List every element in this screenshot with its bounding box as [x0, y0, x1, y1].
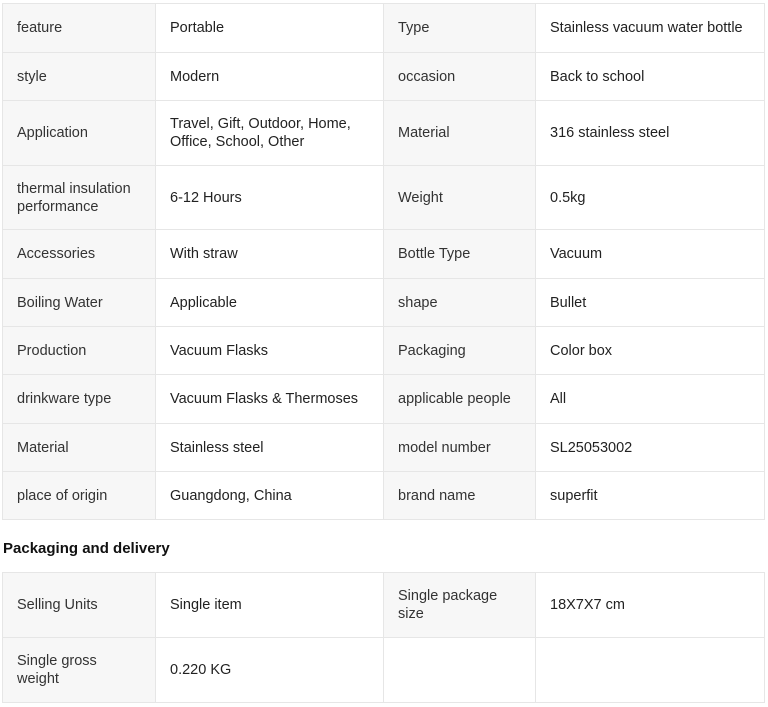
attribute-key: brand name — [384, 472, 536, 520]
packaging-section-title: Packaging and delivery — [3, 540, 170, 557]
attribute-key: Material — [3, 424, 156, 472]
packaging-key: Selling Units — [3, 573, 156, 638]
attribute-value: Applicable — [156, 279, 384, 327]
attributes-table — [2, 3, 765, 520]
attribute-value: Bullet — [536, 279, 765, 327]
packaging-key: Single gross weight — [3, 638, 156, 703]
attribute-key: Material — [384, 101, 536, 166]
packaging-key: Single package size — [384, 573, 536, 638]
attribute-key: thermal insulation performance — [3, 166, 156, 230]
attribute-key: Packaging — [384, 327, 536, 375]
attribute-value: Guangdong, China — [156, 472, 384, 520]
attribute-value: Back to school — [536, 53, 765, 101]
attribute-value: 0.5kg — [536, 166, 765, 230]
attribute-key: Accessories — [3, 230, 156, 279]
table-row — [3, 573, 765, 638]
attribute-key: feature — [3, 4, 156, 53]
attribute-key: Production — [3, 327, 156, 375]
table-row — [3, 53, 765, 101]
attribute-value: Stainless steel — [156, 424, 384, 472]
table-row — [3, 327, 765, 375]
attribute-key: occasion — [384, 53, 536, 101]
attribute-value: With straw — [156, 230, 384, 279]
table-row — [3, 230, 765, 279]
attribute-value: 316 stainless steel — [536, 101, 765, 166]
attribute-value: Color box — [536, 327, 765, 375]
attribute-key: drinkware type — [3, 375, 156, 424]
attribute-key: applicable people — [384, 375, 536, 424]
table-row — [3, 375, 765, 424]
attribute-value: SL25053002 — [536, 424, 765, 472]
table-row — [3, 472, 765, 520]
attribute-key: style — [3, 53, 156, 101]
table-row — [3, 424, 765, 472]
attribute-key: Type — [384, 4, 536, 53]
attribute-value: Portable — [156, 4, 384, 53]
packaging-value: 0.220 KG — [156, 638, 384, 703]
table-row — [3, 166, 765, 230]
attribute-value: Vacuum Flasks — [156, 327, 384, 375]
attribute-value: Vacuum — [536, 230, 765, 279]
attribute-key: place of origin — [3, 472, 156, 520]
table-row — [3, 4, 765, 53]
empty-cell — [384, 638, 536, 703]
attribute-value: Vacuum Flasks & Thermoses — [156, 375, 384, 424]
packaging-value: Single item — [156, 573, 384, 638]
attribute-value: Modern — [156, 53, 384, 101]
packaging-table — [2, 572, 765, 703]
attribute-key: Application — [3, 101, 156, 166]
attribute-value: superfit — [536, 472, 765, 520]
attribute-key: Boiling Water — [3, 279, 156, 327]
attribute-key: Weight — [384, 166, 536, 230]
attribute-value: All — [536, 375, 765, 424]
table-row — [3, 638, 765, 703]
attribute-key: shape — [384, 279, 536, 327]
packaging-value: 18X7X7 cm — [536, 573, 765, 638]
attribute-key: Bottle Type — [384, 230, 536, 279]
attribute-value: Travel, Gift, Outdoor, Home, Office, School, Other — [156, 101, 384, 166]
attribute-value: Stainless vacuum water bottle — [536, 4, 765, 53]
table-row — [3, 101, 765, 166]
empty-cell — [536, 638, 765, 703]
attribute-key: model number — [384, 424, 536, 472]
table-row — [3, 279, 765, 327]
attribute-value: 6-12 Hours — [156, 166, 384, 230]
